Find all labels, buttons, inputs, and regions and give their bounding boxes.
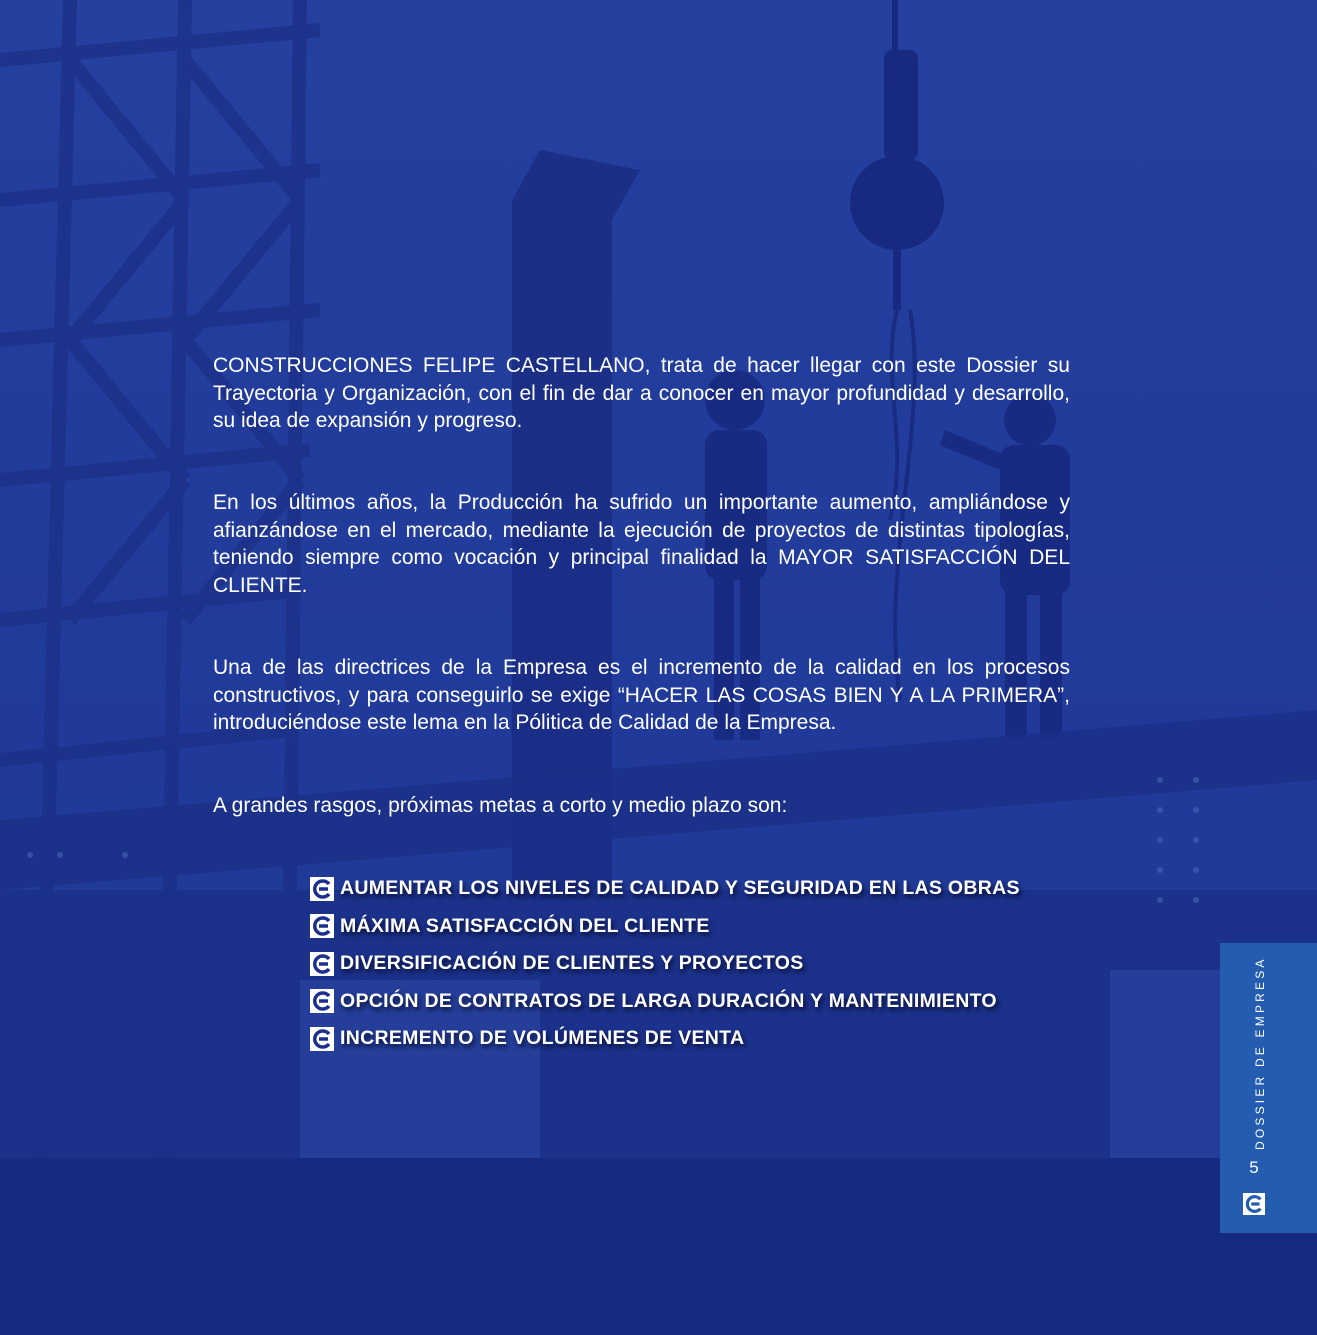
- quality-paragraph: Una de las directrices de la Empresa es el incremento de la calidad en los procesos constructivos, y para conseguirlo se exige “HACER LAS COSAS BIEN Y A LA PRIMERA”, introduciéndose este lema en la Pólitica de Calidad de la Empresa.: [213, 656, 1070, 734]
- goals-intro-paragraph: A grandes rasgos, próximas metas a corto y medio plazo son:: [213, 794, 788, 817]
- goal-label: INCREMENTO DE VOLÚMENES DE VENTA: [340, 1027, 745, 1050]
- side-tab: [1220, 943, 1317, 1233]
- list-item: [310, 1020, 1020, 1058]
- company-logo-icon: [310, 989, 334, 1013]
- goal-label: OPCIÓN DE CONTRATOS DE LARGA DURACIÓN Y MANTENIMIENTO: [340, 989, 997, 1012]
- company-logo-icon: [310, 877, 334, 901]
- page-number: 5: [1249, 1158, 1259, 1177]
- side-tab-label: DOSSIER DE EMPRESA: [1253, 956, 1267, 1150]
- list-item: [310, 908, 1020, 946]
- company-logo-icon: [310, 952, 334, 976]
- footer-band: [0, 1158, 1317, 1335]
- company-logo-icon: [310, 1027, 334, 1051]
- goal-label: AUMENTAR LOS NIVELES DE CALIDAD Y SEGURIDAD EN LAS OBRAS: [340, 877, 1020, 900]
- intro-paragraph: CONSTRUCCIONES FELIPE CASTELLANO, trata de hacer llegar con este Dossier su Trayectoria y Organización, con el fin de dar a conocer en mayor profundidad y desarrollo, su idea de expansión y progreso.: [213, 354, 1070, 432]
- goal-label: MÁXIMA SATISFACCIÓN DEL CLIENTE: [340, 914, 710, 937]
- goal-label: DIVERSIFICACIÓN DE CLIENTES Y PROYECTOS: [340, 952, 804, 975]
- goals-list: [310, 870, 1020, 1058]
- production-paragraph: En los últimos años, la Producción ha sufrido un importante aumento, ampliándose y afianzándose en el mercado, mediante la ejecución de proyectos de distintas tipologías, teniendo siempre como vocación y principal finalidad la MAYOR SATISFACCIÓN DEL CLIENTE.: [213, 491, 1070, 597]
- company-logo-icon: [310, 914, 334, 938]
- list-item: [310, 870, 1020, 908]
- company-logo-icon: [1243, 1193, 1265, 1215]
- list-item: [310, 983, 1020, 1021]
- list-item: [310, 945, 1020, 983]
